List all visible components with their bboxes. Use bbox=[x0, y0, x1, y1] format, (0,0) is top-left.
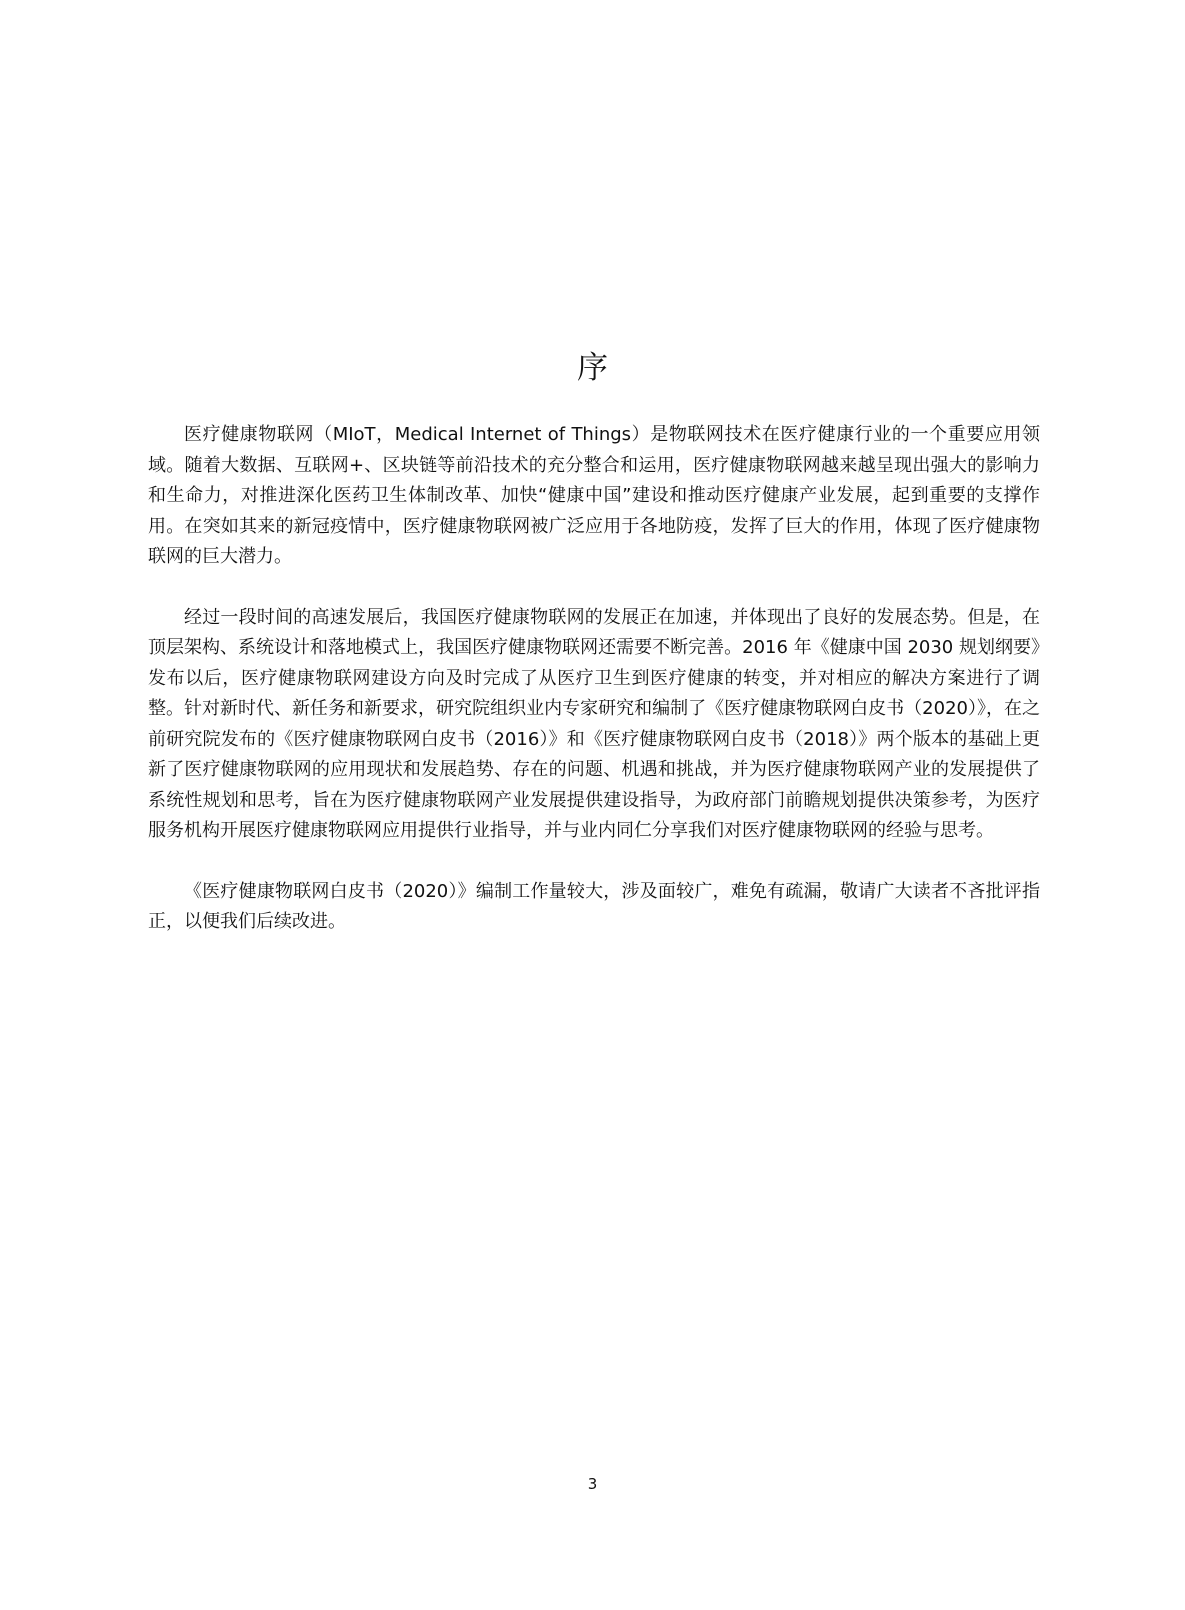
paragraph-intro: 医疗健康物联网（MIoT，Medical Internet of Things）是物联网技术在医疗健康行业的一个重要应用领域。随着大数据、互联网+、区块链等前沿技术的充分整合和运用，医疗健康物联网越来越呈现出强大的影响力和生命力，对推进深化医药卫生体制改革、加快“健康中国”建设和推动医疗健康产业发展，起到重要的支撑作用。在突如其来的新冠疫情中，医疗健康物联网被广泛应用于各地防疫，发挥了巨大的作用，体现了医疗健康物联网的巨大潜力。 bbox=[148, 424, 1040, 567]
paragraph-closing: 《医疗健康物联网白皮书（2020）》编制工作量较大，涉及面较广，难免有疏漏，敬请广大读者不吝批评指正，以便我们后续改进。 bbox=[148, 880, 1040, 932]
page-number: 3 bbox=[587, 1475, 598, 1493]
paragraph-development: 经过一段时间的高速发展后，我国医疗健康物联网的发展正在加速，并体现出了良好的发展态势。但是，在顶层架构、系统设计和落地模式上，我国医疗健康物联网还需要不断完善。2016 年《健康中国 2030 规划纲要》发布以后，医疗健康物联网建设方向及时完成了从医疗卫生到医疗健康的转变，并对相应的解决方案进行了调整。针对新时代、新任务和新要求，研究院组织业内专家研究和编制了《医疗健康物联网白皮书（2020）》，在之前研究院发布的《医疗健康物联网白皮书（2016）》和《医疗健康物联网白皮书（2018）》两个版本的基础上更新了医疗健康物联网的应用现状和发展趋势、存在的问题、机遇和挑战，并为医疗健康物联网产业的发展提供了系统性规划和思考，旨在为医疗健康物联网产业发展提供建设指导，为政府部门前瞻规划提供决策参考，为医疗服务机构开展医疗健康物联网应用提供行业指导，并与业内同仁分享我们对医疗健康物联网的经验与思考。 bbox=[148, 606, 1040, 841]
body-text bbox=[148, 420, 1040, 968]
page-title: 序 bbox=[577, 350, 608, 386]
